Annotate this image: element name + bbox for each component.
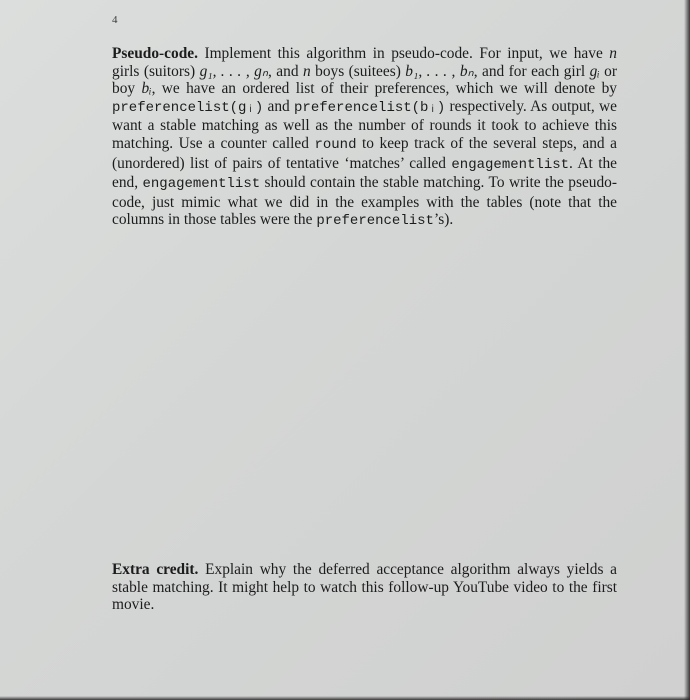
page-edge-shadow — [684, 0, 690, 700]
text-segment: , and for each girl — [473, 62, 590, 80]
math-n: n — [302, 62, 311, 80]
page-number: 4 — [112, 14, 118, 26]
text-segment: . At the end, — [112, 154, 618, 192]
extra-credit-body: Explain why the deferred acceptance algorithm always yields a stable matching. It might help to watch this follow-up YouTube video to the first movie. — [112, 561, 618, 614]
page-edge-shadow — [0, 696, 690, 700]
text-segment: and — [263, 97, 295, 115]
text-segment: respectively. As output, we want a stable matching as well as the number of rounds it took to achieve this matching. Use a counter called — [112, 97, 617, 152]
code-preferencelist-g: preferencelist(gᵢ) — [112, 99, 264, 116]
code-round: round — [314, 136, 357, 153]
text-segment: girls (suitors) — [112, 62, 200, 80]
pseudo-code-paragraph — [112, 45, 617, 231]
extra-credit-paragraph — [112, 561, 617, 614]
code-engagementlist: engagementlist — [451, 156, 570, 173]
text-segment: to keep track of the several steps, and a (unordered) list of pairs of tentative ‘matches’ called — [112, 134, 617, 172]
text-segment: Implement this algorithm in pseudo-code. For input, we have — [197, 45, 610, 62]
pseudo-code-heading: Pseudo-code. — [112, 45, 198, 62]
math-n: n — [609, 45, 617, 62]
math-girls-list: g₁, . . . , gₙ — [199, 62, 268, 80]
text-segment: should contain the stable matching. To write the pseudo-code, just mimic what we did in the examples with the tables (note that the columns in those tables were the — [112, 174, 617, 229]
extra-credit-heading: Extra credit. — [112, 561, 199, 578]
code-preferencelist-b: preferencelist(bᵢ) — [294, 99, 446, 116]
text-segment: , and — [267, 62, 303, 80]
code-engagementlist: engagementlist — [142, 176, 261, 193]
text-segment: boys (suitees) — [310, 62, 406, 80]
math-boys-list: b₁, . . . , bₙ — [405, 62, 474, 80]
text-segment: , we have an ordered list of their preferences, which we will denote by — [151, 80, 617, 98]
code-preferencelist: preferencelist — [316, 213, 434, 230]
math-gi: gᵢ — [589, 62, 600, 80]
math-bi: bᵢ — [141, 80, 152, 98]
text-segment: ’s). — [433, 211, 454, 229]
text-segment: or boy — [112, 62, 617, 98]
